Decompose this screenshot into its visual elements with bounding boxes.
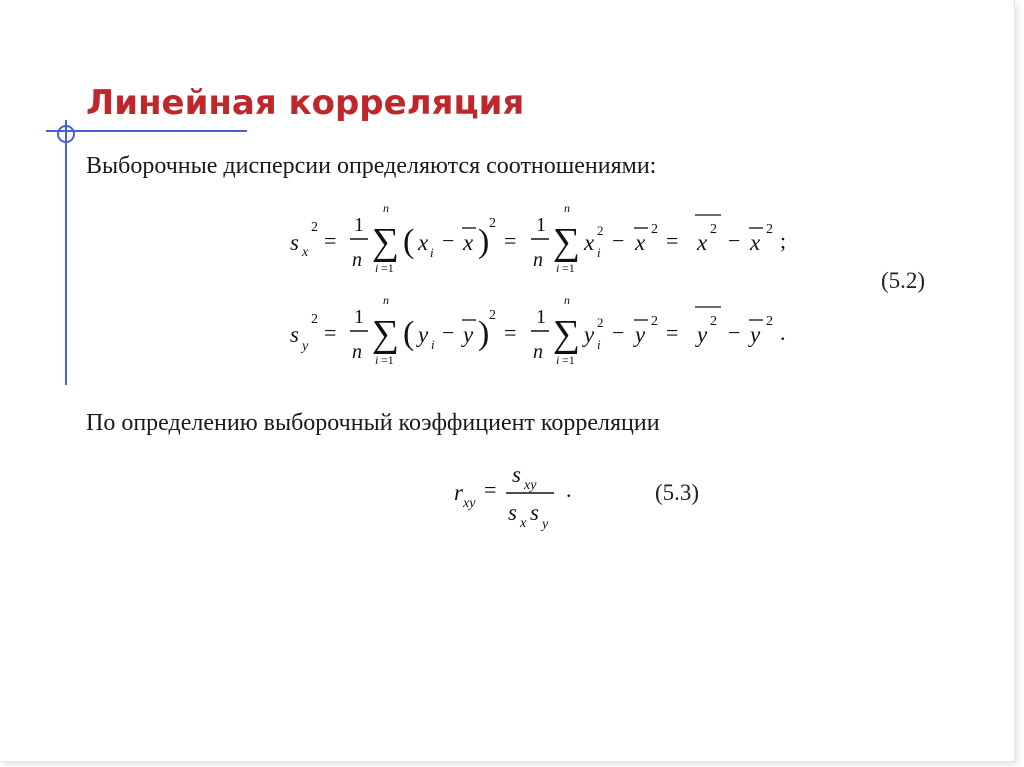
- svg-text:=: =: [504, 320, 517, 345]
- svg-text:n: n: [352, 249, 362, 271]
- svg-text:=: =: [666, 228, 679, 253]
- svg-text:∑: ∑: [553, 313, 581, 355]
- svg-text:x: x: [418, 230, 429, 255]
- svg-text:r: r: [454, 480, 463, 505]
- svg-text:s: s: [290, 322, 299, 347]
- svg-text:=1: =1: [562, 261, 575, 275]
- svg-text:=: =: [324, 320, 337, 345]
- svg-text:x: x: [584, 230, 595, 255]
- svg-text:2: 2: [710, 314, 717, 329]
- svg-text:n: n: [533, 341, 543, 363]
- svg-text:i: i: [597, 337, 601, 352]
- svg-text:i: i: [375, 353, 379, 367]
- formula-5-2-line-y: [290, 293, 786, 367]
- svg-text:xy: xy: [524, 478, 537, 493]
- svg-text:−: −: [612, 228, 625, 253]
- svg-text:−: −: [442, 228, 455, 253]
- svg-text:1: 1: [354, 214, 364, 236]
- svg-text:−: −: [728, 228, 741, 253]
- formula-5-2-line-x: [290, 201, 786, 275]
- svg-text:=: =: [324, 228, 337, 253]
- svg-text:2: 2: [489, 216, 496, 231]
- svg-text:∑: ∑: [372, 221, 400, 263]
- svg-text:1: 1: [536, 214, 546, 236]
- svg-text:i: i: [597, 245, 601, 260]
- svg-text:n: n: [383, 293, 389, 307]
- svg-text:=1: =1: [381, 261, 394, 275]
- svg-text:=: =: [666, 320, 679, 345]
- formula-5-3-number: (5.3): [655, 480, 700, 505]
- svg-text:s: s: [290, 230, 299, 255]
- svg-text:−: −: [612, 320, 625, 345]
- svg-text:1: 1: [354, 306, 364, 328]
- svg-text:=1: =1: [562, 353, 575, 367]
- svg-text:=: =: [484, 477, 497, 502]
- svg-text:x: x: [635, 230, 646, 255]
- svg-text:s: s: [512, 462, 521, 487]
- svg-text:x: x: [520, 516, 527, 531]
- svg-text:y: y: [635, 322, 646, 347]
- svg-text:2: 2: [651, 222, 658, 237]
- svg-text:n: n: [352, 341, 362, 363]
- svg-text:1: 1: [536, 306, 546, 328]
- svg-text:s: s: [530, 500, 539, 525]
- svg-text:2: 2: [766, 314, 773, 329]
- svg-text:=: =: [504, 228, 517, 253]
- svg-text:.: .: [780, 320, 786, 345]
- svg-text:−: −: [728, 320, 741, 345]
- svg-text:n: n: [564, 201, 570, 215]
- svg-text:y: y: [542, 517, 549, 532]
- svg-text:(: (: [403, 315, 415, 352]
- svg-text:y: y: [302, 339, 309, 354]
- svg-text:(: (: [403, 223, 415, 260]
- svg-text:2: 2: [710, 222, 717, 237]
- svg-text:2: 2: [597, 223, 604, 238]
- svg-text:−: −: [442, 320, 455, 345]
- svg-text:.: .: [566, 477, 572, 502]
- svg-text:n: n: [564, 293, 570, 307]
- svg-text:i: i: [431, 337, 435, 352]
- svg-text:): ): [478, 223, 490, 260]
- svg-text:x: x: [750, 230, 761, 255]
- svg-text:2: 2: [766, 222, 773, 237]
- svg-text:2: 2: [489, 308, 496, 323]
- svg-text:y: y: [463, 322, 474, 347]
- svg-text:=1: =1: [381, 353, 394, 367]
- svg-text:): ): [478, 315, 490, 352]
- svg-text:n: n: [383, 201, 389, 215]
- svg-text:∑: ∑: [553, 221, 581, 263]
- svg-text:x: x: [697, 230, 708, 255]
- svg-text:i: i: [556, 261, 560, 275]
- svg-text:i: i: [430, 245, 434, 260]
- svg-text:2: 2: [597, 315, 604, 330]
- svg-text:i: i: [375, 261, 379, 275]
- slide-title: Линейная корреляция: [86, 83, 525, 123]
- svg-text:;: ;: [780, 228, 787, 253]
- formula-5-3: [454, 462, 572, 532]
- intro-text: Выборочные дисперсии определяются соотношениями:: [86, 153, 657, 179]
- svg-text:y: y: [697, 322, 708, 347]
- svg-text:∑: ∑: [372, 313, 400, 355]
- coefficient-text: По определению выборочный коэффициент корреляции: [86, 410, 660, 436]
- formula-5-2-number: (5.2): [881, 268, 926, 293]
- svg-text:x: x: [463, 230, 474, 255]
- svg-text:n: n: [533, 249, 543, 271]
- svg-text:2: 2: [651, 314, 658, 329]
- svg-text:s: s: [508, 500, 517, 525]
- svg-text:2: 2: [311, 220, 318, 235]
- svg-text:i: i: [556, 353, 560, 367]
- svg-text:y: y: [584, 322, 595, 347]
- svg-text:y: y: [750, 322, 761, 347]
- svg-text:2: 2: [311, 312, 318, 327]
- svg-text:xy: xy: [463, 496, 476, 511]
- svg-text:x: x: [302, 245, 309, 260]
- svg-text:y: y: [418, 322, 429, 347]
